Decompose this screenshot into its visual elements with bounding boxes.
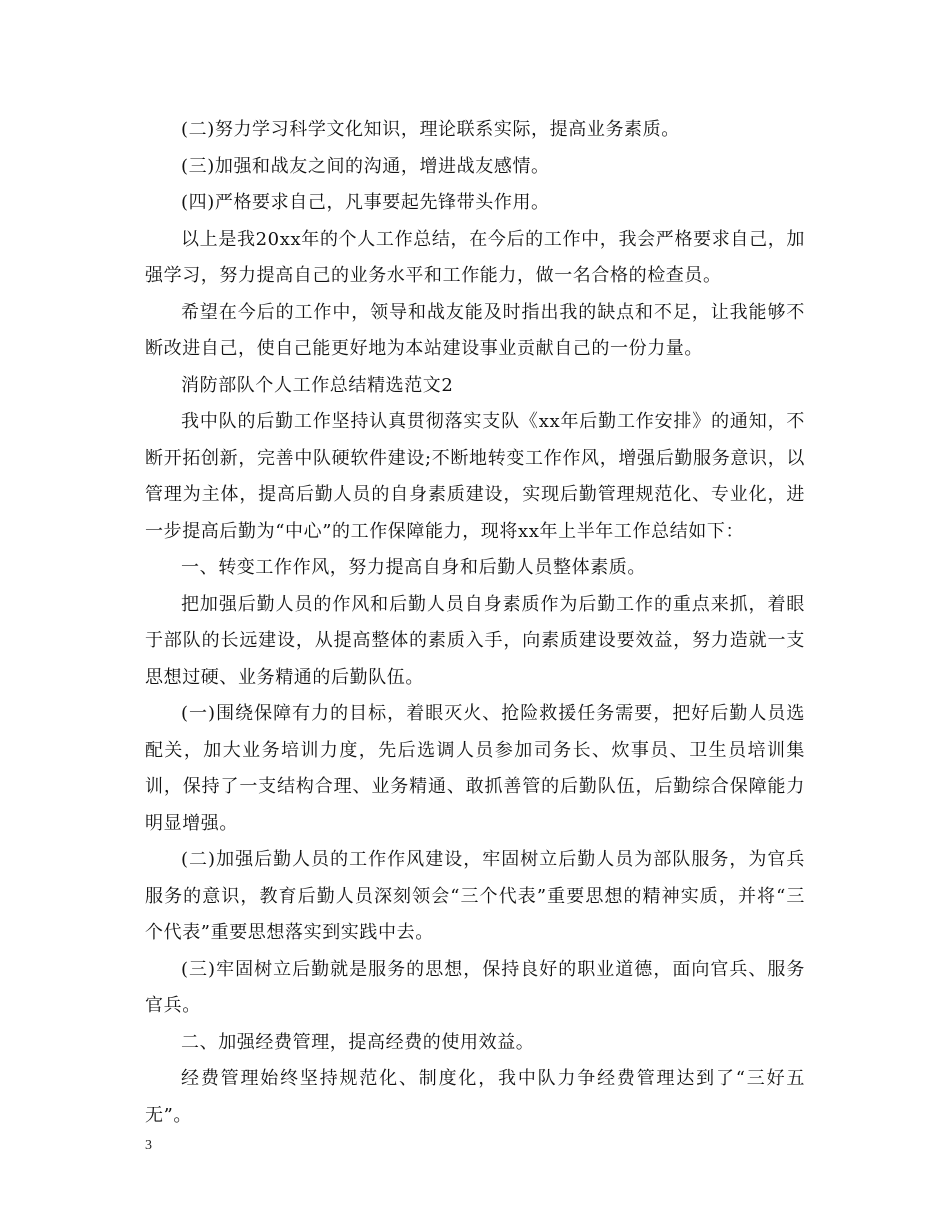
paragraph-10: (一)围绕保障有力的目标，着眼灭火、抢险救援任务需要，把好后勤人员选配关，加大业务培训力度，先后选调人员参加司务长、炊事员、卫生员培训集训，保持了一支结构合理、业务精通、敢抓善管的后勤队伍，后勤综合保障能力明显增强。 (145, 703, 805, 834)
section-heading-2: 消防部队个人工作总结精选范文2 (181, 374, 454, 396)
paragraph-4: 以上是我20xx年的个人工作总结，在今后的工作中，我会严格要求自己，加强学习，努力提高自己的业务水平和工作能力，做一名合格的检查员。 (145, 228, 805, 286)
paragraph-11: (二)加强后勤人员的工作作风建设，牢固树立后勤人员为部队服务，为官兵服务的意识，教育后勤人员深刻领会“三个代表”重要思想的精神实质，并将“三个代表”重要思想落实到实践中去。 (145, 849, 805, 943)
paragraph-7: 我中队的后勤工作坚持认真贯彻落实支队《xx年后勤工作安排》的通知，不断开拓创新，完善中队硬软件建设;不断地转变工作作风，增强后勤服务意识，以管理为主体，提高后勤人员的自身素质建设，实现后勤管理规范化、专业化，进一步提高后勤为“中心”的工作保障能力，现将xx年上半年工作总结如下： (145, 411, 805, 542)
subheading-1: 一、转变工作作风，努力提高自身和后勤人员整体素质。 (181, 557, 646, 578)
page-number: 3 (145, 1138, 152, 1153)
paragraph-12: (三)牢固树立后勤就是服务的思想，保持良好的职业道德，面向官兵、服务官兵。 (145, 958, 805, 1016)
paragraph-2: (三)加强和战友之间的沟通，增进战友感情。 (181, 155, 550, 177)
document-body (145, 112, 805, 1134)
paragraph-1: (二)努力学习科学文化知识，理论联系实际，提高业务素质。 (181, 119, 680, 140)
paragraph-9: 把加强后勤人员的作风和后勤人员自身素质作为后勤工作的重点来抓，着眼于部队的长远建设，从提高整体的素质入手，向素质建设要效益，努力造就一支思想过硬、业务精通的后勤队伍。 (145, 593, 805, 688)
paragraph-14: 经费管理始终坚持规范化、制度化，我中队力争经费管理达到了“三好五无”。 (145, 1068, 805, 1126)
subheading-2: 二、加强经费管理，提高经费的使用效益。 (181, 1031, 535, 1053)
paragraph-3: (四)严格要求自己，凡事要起先锋带头作用。 (181, 192, 550, 213)
paragraph-5: 希望在今后的工作中，领导和战友能及时指出我的缺点和不足，让我能够不断改进自己，使自己能更好地为本站建设事业贡献自己的一份力量。 (145, 301, 805, 359)
